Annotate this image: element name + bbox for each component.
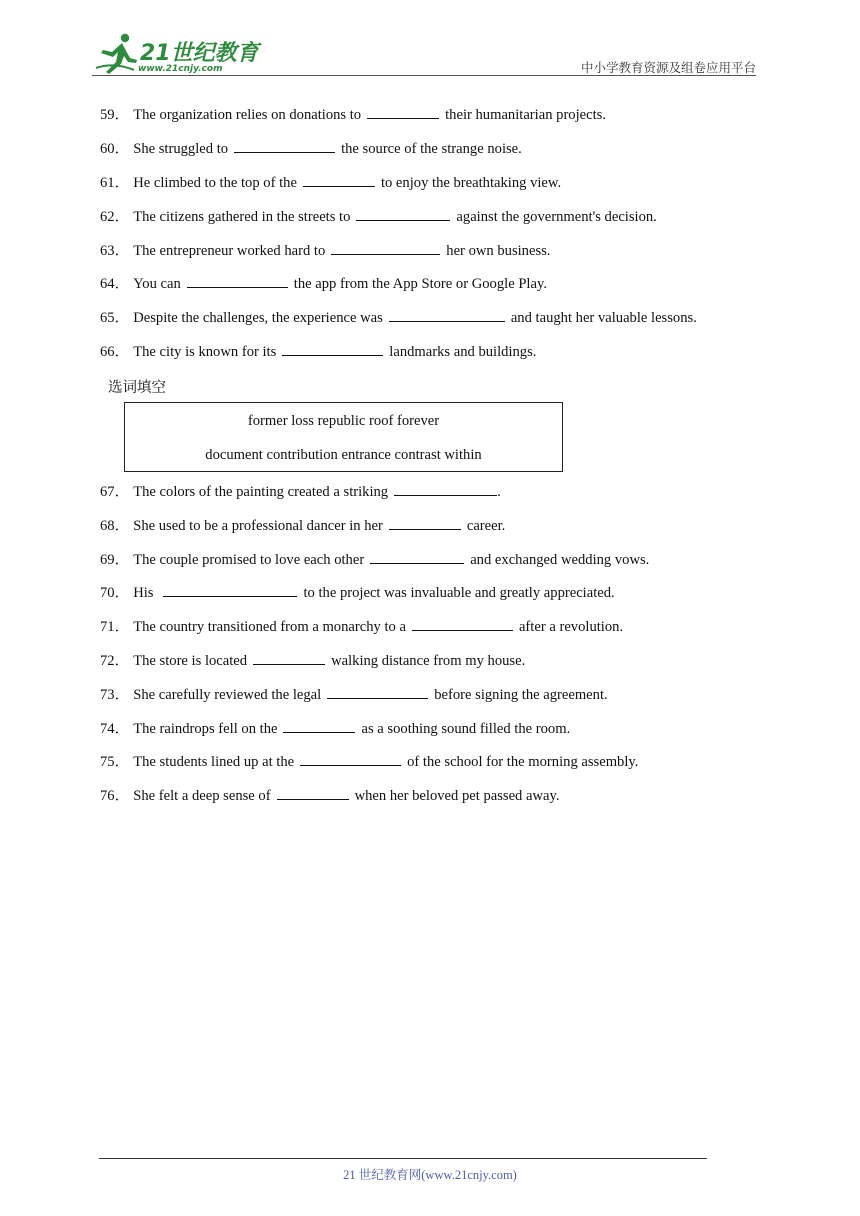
question-number: 70． — [100, 585, 130, 601]
answer-blank[interactable] — [394, 483, 497, 496]
question-text-after: walking distance from my house. — [331, 653, 526, 669]
question-text-before: The colors of the painting created a striking — [133, 484, 389, 500]
question-text-before: The store is located — [133, 653, 248, 669]
answer-blank[interactable] — [253, 652, 325, 665]
word-bank-box — [124, 402, 563, 472]
question-number: 63． — [100, 243, 130, 259]
question-75 — [100, 753, 638, 771]
question-text-before: He climbed to the top of the — [133, 175, 297, 191]
question-number: 60． — [100, 141, 130, 157]
answer-blank[interactable] — [187, 275, 288, 288]
question-text-before: His — [133, 585, 154, 601]
question-69 — [100, 551, 649, 569]
answer-blank[interactable] — [163, 584, 297, 597]
question-text-after: after a revolution. — [518, 619, 624, 635]
question-number: 74． — [100, 721, 130, 737]
question-text-before: The organization relies on donations to — [133, 107, 362, 123]
question-number: 59． — [100, 107, 130, 123]
question-59 — [100, 106, 606, 124]
question-67 — [100, 483, 501, 501]
question-text-after: to enjoy the breathtaking view. — [380, 175, 562, 191]
question-62 — [100, 208, 657, 226]
question-72 — [100, 652, 525, 670]
answer-blank[interactable] — [327, 686, 428, 699]
question-number: 64． — [100, 276, 130, 292]
question-text-after: against the government's decision. — [456, 209, 657, 225]
answer-blank[interactable] — [277, 787, 349, 800]
question-63 — [100, 242, 550, 260]
answer-blank[interactable] — [234, 140, 335, 153]
question-text-before: She used to be a professional dancer in her — [133, 518, 383, 534]
question-number: 67． — [100, 484, 130, 500]
question-text-after: when her beloved pet passed away. — [354, 788, 560, 804]
answer-blank[interactable] — [412, 618, 513, 631]
question-73 — [100, 686, 608, 704]
question-68 — [100, 517, 505, 535]
footer-divider — [99, 1158, 707, 1159]
question-number: 61． — [100, 175, 130, 191]
question-74 — [100, 720, 570, 738]
word-bank-line-2: document contribution entrance contrast within — [205, 447, 482, 463]
question-76 — [100, 787, 560, 805]
question-number: 62． — [100, 209, 130, 225]
answer-blank[interactable] — [356, 208, 450, 221]
page-header — [92, 30, 756, 78]
question-64 — [100, 275, 547, 293]
site-logo[interactable] — [92, 32, 262, 76]
question-number: 76． — [100, 788, 130, 804]
question-text-before: The couple promised to love each other — [133, 552, 365, 568]
question-text-after: landmarks and buildings. — [389, 344, 537, 360]
question-text-after: their humanitarian projects. — [445, 107, 606, 123]
question-text-before: The country transitioned from a monarchy to a — [133, 619, 406, 635]
question-number: 65． — [100, 310, 130, 326]
question-60 — [100, 140, 522, 158]
question-number: 72． — [100, 653, 130, 669]
question-number: 68． — [100, 518, 130, 534]
question-text-after: the source of the strange noise. — [341, 141, 522, 157]
question-text-after: to the project was invaluable and greatly appreciated. — [303, 585, 615, 601]
question-number: 66． — [100, 344, 130, 360]
header-divider — [92, 75, 756, 76]
answer-blank[interactable] — [282, 343, 383, 356]
question-text-before: She felt a deep sense of — [133, 788, 271, 804]
question-number: 75． — [100, 754, 130, 770]
question-text-after: and exchanged wedding vows. — [470, 552, 650, 568]
answer-blank[interactable] — [300, 753, 401, 766]
question-number: 73． — [100, 687, 130, 703]
platform-name: 中小学教育资源及组卷应用平台 — [580, 60, 756, 75]
question-65 — [100, 309, 697, 327]
question-text-after: and taught her valuable lessons. — [510, 310, 697, 326]
question-text-after: career. — [466, 518, 506, 534]
answer-blank[interactable] — [370, 551, 464, 564]
question-70 — [100, 584, 615, 602]
question-number: 71． — [100, 619, 130, 635]
answer-blank[interactable] — [389, 309, 505, 322]
question-text-before: The raindrops fell on the — [133, 721, 278, 737]
answer-blank[interactable] — [283, 720, 355, 733]
answer-blank[interactable] — [367, 106, 439, 119]
question-text-before: She carefully reviewed the legal — [133, 687, 322, 703]
logo-title: 21世纪教育 — [140, 41, 259, 66]
question-text-before: The citizens gathered in the streets to — [133, 209, 351, 225]
question-71 — [100, 618, 623, 636]
question-text-before: The city is known for its — [133, 344, 277, 360]
answer-blank[interactable] — [331, 242, 440, 255]
section-title: 选词填空 — [108, 380, 166, 396]
question-text-before: The entrepreneur worked hard to — [133, 243, 326, 259]
question-text-after: as a soothing sound filled the room. — [361, 721, 571, 737]
word-bank-line-1: former loss republic roof forever — [247, 413, 440, 429]
question-text-before: She struggled to — [133, 141, 229, 157]
footer-link[interactable]: 21 世纪教育网(www.21cnjy.com) — [343, 1168, 517, 1182]
question-number: 69． — [100, 552, 130, 568]
question-text-before: You can — [133, 276, 181, 292]
question-text-before: Despite the challenges, the experience was — [133, 310, 383, 326]
question-text-after: her own business. — [446, 243, 551, 259]
question-text-after: before signing the agreement. — [434, 687, 608, 703]
answer-blank[interactable] — [389, 517, 461, 530]
question-text-after: the app from the App Store or Google Play. — [293, 276, 547, 292]
question-text-after: . — [497, 484, 501, 500]
runner-logo-icon — [94, 32, 142, 76]
answer-blank[interactable] — [303, 174, 375, 187]
question-61 — [100, 174, 561, 192]
question-text-after: of the school for the morning assembly. — [407, 754, 639, 770]
logo-url: www.21cnjy.com — [138, 64, 223, 74]
question-66 — [100, 343, 536, 361]
question-text-before: The students lined up at the — [133, 754, 295, 770]
